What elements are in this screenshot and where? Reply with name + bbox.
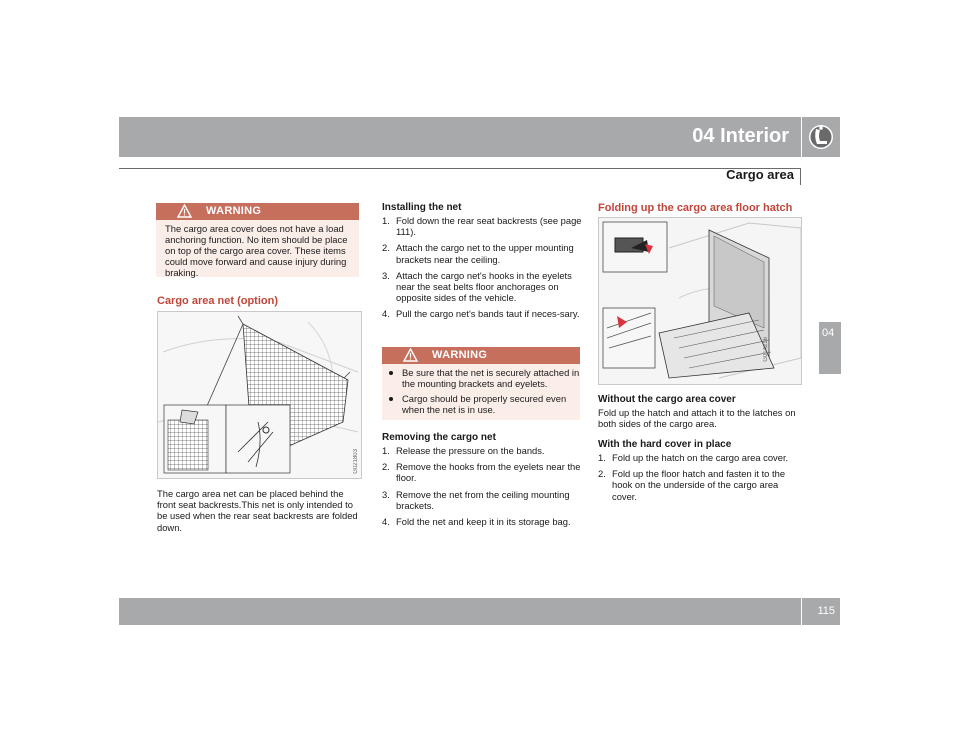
list-item: 3. Remove the net from the ceiling mounting brackets.: [382, 488, 570, 511]
removing-heading: Removing the cargo net: [382, 432, 496, 443]
warning-title: WARNING: [206, 205, 262, 217]
warning-text: The cargo area cover does not have a load anchoring function. No item should be place on top of the cargo area cover. These items could move forward and cause injury during braking.: [165, 223, 348, 278]
page-number: 115: [817, 605, 835, 617]
without-cover-heading: Without the cargo area cover: [598, 394, 736, 405]
list-item: 4. Pull the cargo net's bands taut if neces-sary.: [382, 308, 580, 320]
list-item: 2. Remove the hooks from the eyelets near the floor.: [382, 461, 581, 484]
warning-triangle-icon: [403, 348, 418, 362]
section-title: Cargo area: [726, 167, 794, 182]
removing-steps: [382, 445, 582, 532]
section-bar: [119, 168, 801, 185]
list-item: 1. Fold up the hatch on the cargo area cover.: [598, 452, 789, 463]
list-item: 1. Fold down the rear seat backrests (see page 111).: [382, 215, 582, 238]
chapter-title: 04 Interior: [692, 125, 789, 147]
chapter-side-tab[interactable]: [819, 322, 841, 374]
list-item: Cargo should be properly secured even when the net is in use.: [382, 393, 580, 415]
list-item: 2. Attach the cargo net to the upper mounting brackets near the ceiling.: [382, 242, 574, 265]
warning-header: [382, 347, 580, 364]
cargo-net-illustration: [157, 311, 362, 479]
page-number-box: [802, 598, 840, 625]
installing-heading: Installing the net: [382, 202, 462, 213]
side-tab-label: 04: [822, 327, 835, 339]
installing-steps: [382, 215, 582, 325]
floor-hatch-drawing: [599, 218, 801, 384]
cargo-net-heading: Cargo area net (option): [157, 295, 279, 307]
list-item: Be sure that the net is securely attached in the mounting brackets and eyelets.: [382, 367, 580, 389]
list-item: 1. Release the pressure on the bands.: [382, 445, 545, 456]
figure-code: G021803: [353, 449, 359, 474]
warning-title: WARNING: [432, 349, 488, 361]
hard-cover-steps: [598, 452, 803, 507]
warning-bullets: [382, 364, 580, 415]
cargo-net-drawing: [158, 312, 361, 478]
warning-triangle-icon: [177, 204, 192, 218]
hard-cover-heading: With the hard cover in place: [598, 439, 732, 450]
without-cover-text: Fold up the hatch and attach it to the latches on both sides of the cargo area.: [598, 407, 796, 430]
floor-hatch-heading: Folding up the cargo area floor hatch: [598, 202, 793, 214]
footer-band: [119, 598, 801, 625]
chapter-icon-box: [802, 117, 840, 157]
seat-icon: [802, 117, 840, 157]
list-item: 4. Fold the net and keep it in its storage bag.: [382, 516, 571, 528]
floor-hatch-illustration: [598, 217, 802, 385]
chapter-header: [119, 117, 801, 157]
list-item: 2. Fold up the floor hatch and fasten it to the hook on the underside of the cargo area cover.: [598, 468, 786, 502]
list-item: 3. Attach the cargo net's hooks in the eyelets near the seat belts floor anchorages on opposite sides of the vehicle.: [382, 269, 572, 304]
warning-box-net: [382, 347, 580, 420]
warning-header: [156, 203, 359, 220]
warning-box-cargo-cover: [156, 203, 359, 277]
cargo-net-description: The cargo area net can be placed behind the front seat backrests.This net is only intended to be used when the rear seat backrests are folded down.: [157, 488, 358, 533]
figure-code: G014216: [763, 337, 769, 362]
